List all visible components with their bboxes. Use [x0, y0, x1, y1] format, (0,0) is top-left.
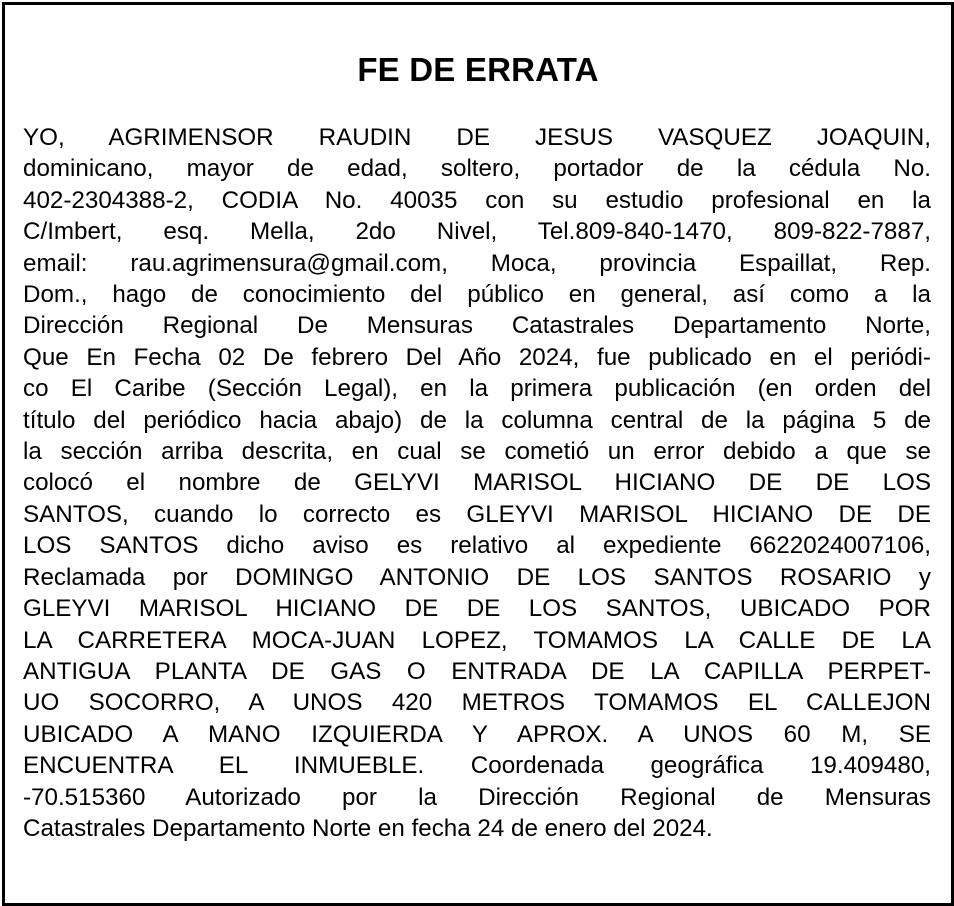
notice-line: SANTOS, cuando lo correcto es GLEYVI MARISOL HICIANO DE DE	[23, 500, 931, 528]
notice-line: la sección arriba descrita, en cual se cometió un error debido a que se	[23, 438, 931, 466]
notice-line: Que En Fecha 02 De febrero Del Año 2024, fue publicado en el periódi-	[23, 343, 931, 371]
notice-line: -70.515360 Autorizado por la Dirección Regional de Mensuras	[23, 783, 931, 811]
notice-line: Catastrales Departamento Norte en fecha 24 de enero del 2024.	[23, 814, 713, 842]
notice-line: email: rau.agrimensura@gmail.com, Moca, provincia Espaillat, Rep.	[23, 249, 931, 277]
notice-line: UO SOCORRO, A UNOS 420 METROS TOMAMOS EL CALLEJON	[23, 689, 931, 717]
notice-body	[23, 122, 931, 844]
notice-line: título del periódico hacia abajo) de la columna central de la página 5 de	[23, 406, 931, 434]
notice-line: LA CARRETERA MOCA-JUAN LOPEZ, TOMAMOS LA CALLE DE LA	[23, 626, 931, 654]
notice-frame	[2, 2, 954, 906]
notice-line: UBICADO A MANO IZQUIERDA Y APROX. A UNOS 60 M, SE	[23, 720, 931, 748]
notice-line: 402-2304388-2, CODIA No. 40035 con su estudio profesional en la	[23, 186, 931, 214]
notice-title: FE DE ERRATA	[357, 51, 599, 88]
notice-line: LOS SANTOS dicho aviso es relativo al expediente 6622024007106,	[23, 532, 931, 560]
notice-line: dominicano, mayor de edad, soltero, portador de la cédula No.	[23, 155, 931, 183]
notice-line: ANTIGUA PLANTA DE GAS O ENTRADA DE LA CAPILLA PERPET-	[23, 657, 931, 685]
notice-line: C/Imbert, esq. Mella, 2do Nivel, Tel.809-840-1470, 809-822-7887,	[23, 218, 931, 246]
notice-line: GLEYVI MARISOL HICIANO DE DE LOS SANTOS, UBICADO POR	[23, 595, 931, 623]
notice-line: colocó el nombre de GELYVI MARISOL HICIANO DE DE LOS	[23, 469, 931, 497]
notice-line: ENCUENTRA EL INMUEBLE. Coordenada geográfica 19.409480,	[23, 752, 931, 780]
notice-line: co El Caribe (Sección Legal), en la primera publicación (en orden del	[23, 375, 931, 403]
notice-line: Dom., hago de conocimiento del público en general, así como a la	[23, 281, 931, 309]
notice-line: Reclamada por DOMINGO ANTONIO DE LOS SANTOS ROSARIO y	[23, 563, 931, 591]
notice-line: YO, AGRIMENSOR RAUDIN DE JESUS VASQUEZ JOAQUIN,	[23, 124, 931, 151]
notice-line: Dirección Regional De Mensuras Catastrales Departamento Norte,	[23, 312, 931, 340]
